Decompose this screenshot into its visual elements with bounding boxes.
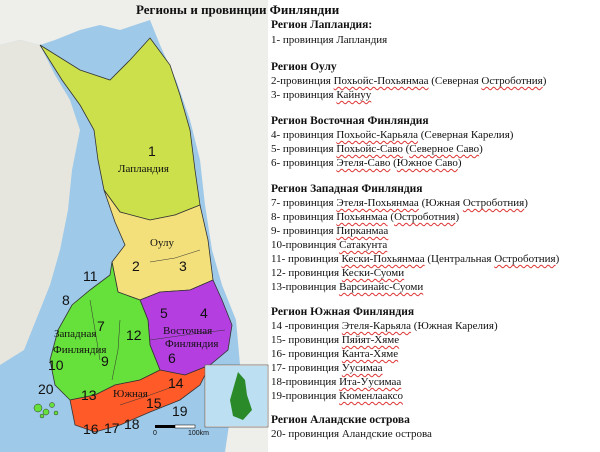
map-label-east-1: Восточная	[163, 325, 213, 337]
province-number: 7	[97, 318, 105, 334]
province-number: 8	[62, 292, 70, 308]
legend-head-aland: Регион Аландские острова	[271, 414, 410, 426]
legend-item: 4- провинция Похьойс-Карьяла (Северная Карелия)	[271, 129, 514, 141]
legend-item: 17- провинция Уусимаа	[271, 362, 383, 374]
legend-item: 19-провинция Кюменлааксо	[271, 390, 403, 402]
province-number: 20	[38, 381, 54, 397]
map-label-lapland: Лапландия	[118, 163, 169, 175]
scale-bar	[155, 425, 195, 428]
legend-item: 6- провинция Этеля-Саво (Южное Саво)	[271, 157, 462, 169]
province-number: 9	[101, 353, 109, 369]
legend-item: 11- провинция Кески-Похьянмаа (Центральная Остроботния)	[271, 253, 560, 265]
province-number: 18	[124, 416, 140, 432]
province-number: 1	[148, 143, 156, 159]
legend-item: 18-провинция Ита-Уусимаа	[271, 376, 402, 388]
legend-head-south: Регион Южная Финляндия	[271, 306, 415, 318]
map-label-south: Южная	[113, 388, 148, 400]
legend-item: 13-провинция Варсинайс-Суоми	[271, 281, 424, 293]
legend-head-east: Регион Восточная Финляндия	[271, 115, 429, 127]
legend-item: 15- провинция Пяйят-Хяме	[271, 334, 400, 346]
scale-label-hundred: 100km	[188, 430, 210, 437]
map-label-west-1: Западная	[54, 328, 97, 340]
province-number: 6	[168, 350, 176, 366]
map-label-east-2: Финляндия	[165, 338, 219, 350]
legend-item: 9- провинция Пирканмаа	[271, 225, 389, 237]
legend-item: 10-провинция Сатакунта	[271, 239, 388, 251]
legend-head-oulu: Регион Оулу	[271, 61, 337, 73]
province-number: 19	[172, 403, 188, 419]
legend-item: 3- провинция Кайнуу	[271, 89, 372, 101]
legend-head-lapland: Регион Лапландия:	[271, 19, 373, 31]
province-number: 4	[200, 305, 208, 321]
province-number: 3	[179, 258, 187, 274]
legend-item: 2-провинция Похьойс-Похьянмаа (Северная Остроботния)	[271, 75, 547, 87]
legend-item: 1- провинция Лапландия	[271, 34, 388, 46]
province-number: 14	[168, 375, 184, 391]
map-label-oulu: Оулу	[150, 237, 174, 249]
province-number: 11	[83, 268, 98, 284]
legend-item: 7- провинция Этеля-Похьянмаа (Южная Остроботния)	[271, 197, 528, 209]
legend-head-west: Регион Западная Финляндия	[271, 183, 423, 195]
legend-item: 5- провинция Похьойс-Саво (Северное Саво)	[271, 143, 483, 155]
map-label-west-2: Финляндия	[53, 344, 107, 356]
legend-item: 14 -провинция Этеля-Карьяла (Южная Карелия)	[271, 320, 498, 332]
province-number: 12	[126, 327, 142, 343]
province-number: 17	[104, 420, 120, 436]
province-number: 15	[146, 395, 162, 411]
province-number: 10	[48, 357, 64, 373]
legend-item: 20- провинция Аландские острова	[271, 428, 432, 440]
legend-item: 8- провинция Похьянмаа (Остроботния)	[271, 211, 460, 223]
province-number: 13	[81, 387, 97, 403]
province-number: 16	[83, 421, 99, 437]
province-number: 5	[160, 305, 168, 321]
legend-item: 12- провинция Кески-Суоми	[271, 267, 405, 279]
scale-label-zero: 0	[153, 430, 157, 437]
province-number: 2	[132, 258, 140, 274]
page-title: Регионы и провинции Финляндии	[136, 2, 340, 17]
legend-item: 16- провинция Канта-Хяме	[271, 348, 399, 360]
